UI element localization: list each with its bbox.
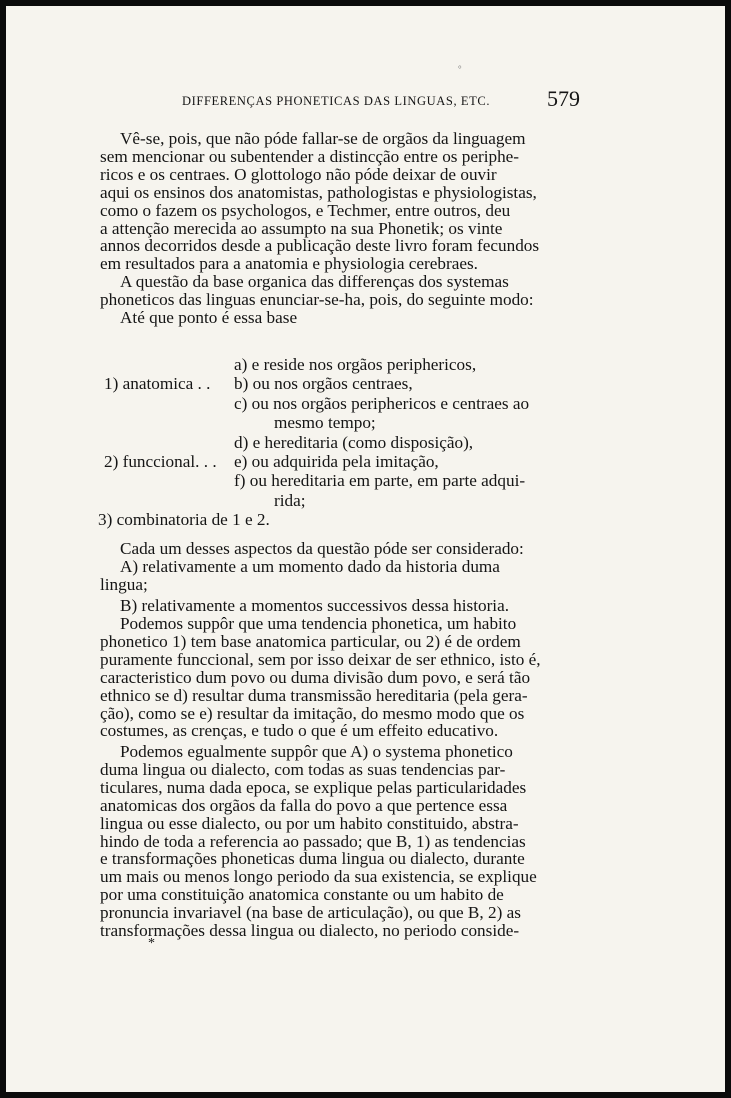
text-line: B) relativamente a momentos successivos dessa historia. bbox=[120, 596, 510, 615]
text-line: A) relativamente a um momento dado da historia duma bbox=[120, 556, 500, 576]
enum-row bbox=[98, 471, 588, 490]
item-a: a) e reside nos orgãos periphericos, bbox=[234, 355, 477, 374]
item-b: b) ou nos orgãos centraes, bbox=[234, 374, 413, 394]
text-line: phonetico 1) tem base anatomica particular, ou 2) é de ordem bbox=[100, 631, 521, 651]
enum-row bbox=[98, 394, 588, 413]
running-title: DIFFERENÇAS PHONETICAS DAS LINGUAS, ETC. bbox=[182, 94, 491, 108]
text-line: A questão da base organica das differenças dos systemas bbox=[120, 272, 509, 291]
item-d: d) e hereditaria (como disposição), bbox=[234, 432, 474, 452]
item-e: e) ou adquirida pela imitação, bbox=[234, 451, 439, 471]
text-line: puramente funccional, sem por isso deixar de ser ethnico, isto é, bbox=[100, 649, 541, 669]
text-line: ção), como se e) resultar da imitação, do mesmo modo que os bbox=[100, 703, 525, 723]
text-line: phoneticos das linguas enunciar-se-ha, pois, do seguinte modo: bbox=[100, 289, 534, 309]
text-line: sem mencionar ou subentender a distincção entre os periphe- bbox=[100, 146, 520, 166]
text-line: Podemos egualmente suppôr que A) o systema phonetico bbox=[120, 742, 513, 761]
enum-row bbox=[98, 413, 588, 432]
text-line: aqui os ensinos dos anatomistas, pathologistas e physiologistas, bbox=[100, 182, 537, 202]
enum-row bbox=[98, 374, 588, 393]
footnote-star: * bbox=[148, 936, 155, 951]
text-line: um mais ou menos longo periodo da sua existencia, se explique bbox=[100, 867, 537, 887]
specks: ° bbox=[458, 64, 462, 74]
item-c-cont: mesmo tempo; bbox=[274, 413, 376, 433]
text-line: duma lingua ou dialecto, com todas as suas tendencias par- bbox=[100, 759, 506, 779]
enum-row bbox=[98, 510, 588, 529]
enum-row bbox=[98, 355, 588, 374]
label-funccional: 2) funccional. . . bbox=[104, 451, 217, 471]
text-line: anatomicas dos orgãos da falla do povo a que pertence essa bbox=[100, 795, 508, 815]
paragraph-7 bbox=[100, 743, 580, 940]
text-line: caracteristico dum povo ou duma divisão dum povo, e será tão bbox=[100, 667, 531, 687]
label-combinatoria: 3) combinatoria de 1 e 2. bbox=[98, 510, 270, 530]
paragraph-4 bbox=[100, 540, 580, 594]
text-line: Podemos suppôr que uma tendencia phonetica, um habito bbox=[120, 614, 517, 633]
text-line: por uma constituição anatomica constante ou um habito de bbox=[100, 885, 504, 905]
text-line: pronuncia invariavel (na base de articulação), ou que B, 2) as bbox=[100, 903, 521, 923]
paragraph-5 bbox=[100, 597, 580, 615]
text-line: lingua; bbox=[100, 574, 148, 594]
text-line: costumes, as crenças, e tudo o que é um effeito educativo. bbox=[100, 721, 499, 741]
text-line: annos decorridos desde a publicação deste livro foram fecundos bbox=[100, 236, 540, 256]
paragraph-2 bbox=[100, 273, 580, 309]
text-line: como o fazem os psychologos, e Techmer, entre outros, deu bbox=[100, 200, 511, 220]
page-number: 579 bbox=[547, 86, 580, 111]
item-c: c) ou nos orgãos periphericos e centraes ao bbox=[234, 393, 530, 413]
item-f-cont: rida; bbox=[274, 490, 306, 510]
text-line: ricos e os centraes. O glottologo não póde deixar de ouvir bbox=[100, 164, 497, 184]
enum-row bbox=[98, 433, 588, 452]
item-f: f) ou hereditaria em parte, em parte adqui- bbox=[234, 471, 526, 491]
text-line: lingua ou esse dialecto, ou por um habito constituido, abstra- bbox=[100, 813, 519, 833]
text-line: em resultados para a anatomia e physiologia cerebraes. bbox=[100, 254, 478, 274]
enum-row bbox=[98, 491, 588, 510]
paragraph-6 bbox=[100, 615, 580, 740]
book-page bbox=[6, 6, 725, 1092]
text-line: hindo de toda a referencia ao passado; que B, 1) as tendencias bbox=[100, 831, 526, 851]
label-anatomica: 1) anatomica . . bbox=[104, 374, 211, 394]
paragraph-3 bbox=[100, 309, 580, 327]
text-line: Cada um desses aspectos da questão póde ser considerado: bbox=[120, 539, 524, 558]
text-line: Vê-se, pois, que não póde fallar-se de orgãos da linguagem bbox=[120, 129, 526, 148]
enum-row bbox=[98, 452, 588, 471]
text-line: Até que ponto é essa base bbox=[120, 308, 298, 327]
paragraph-1 bbox=[100, 130, 580, 273]
text-line: a attenção merecida ao assumpto na sua Phonetik; os vinte bbox=[100, 218, 503, 238]
text-line: ticulares, numa dada epoca, se explique pelas particularidades bbox=[100, 777, 527, 797]
enumeration bbox=[98, 355, 588, 530]
text-line: transformações dessa lingua ou dialecto, no periodo conside- bbox=[100, 921, 520, 941]
text-line: ethnico se d) resultar duma transmissão hereditaria (pela gera- bbox=[100, 685, 528, 705]
text-line: e transformações phoneticas duma lingua ou dialecto, durante bbox=[100, 849, 525, 869]
